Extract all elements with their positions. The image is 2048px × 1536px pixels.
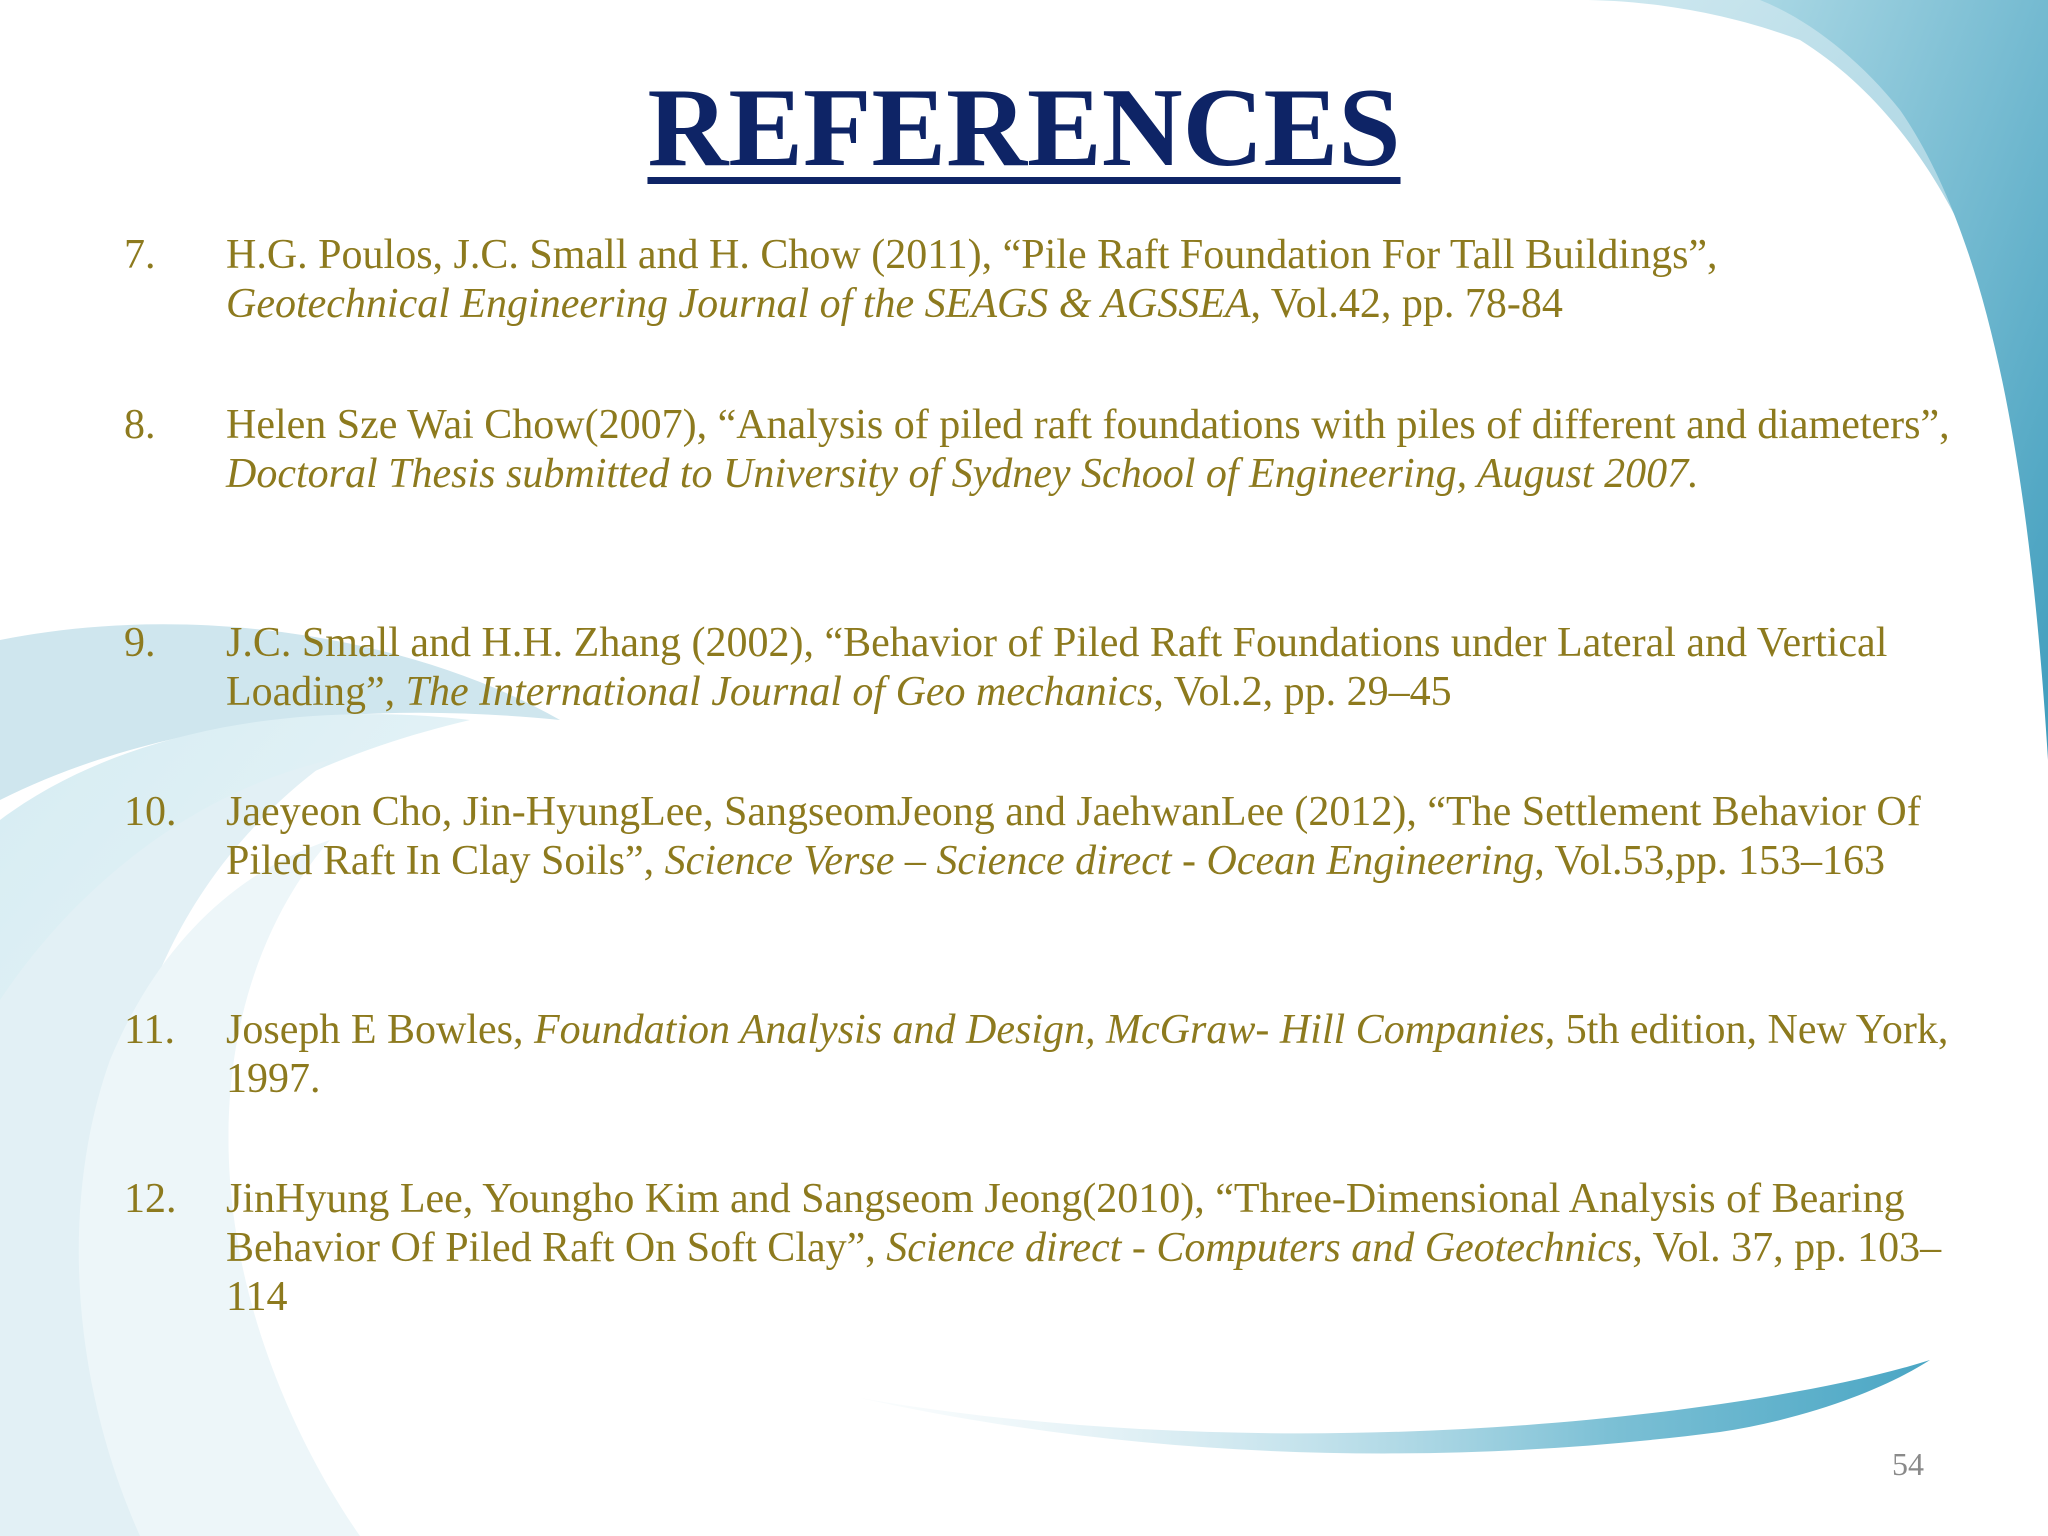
reference-item — [124, 1175, 1954, 1322]
reference-item — [124, 788, 1954, 886]
reference-number: 10. — [124, 789, 177, 835]
reference-details: , Vol.53,pp. 153–163 — [1534, 838, 1886, 884]
reference-source: Doctoral Thesis submitted to University of Sydney School of Engineering, August 2007. — [226, 451, 1699, 497]
reference-authors: J.C. Small and H.H. Zhang (2002), “Behavior of Piled Raft Foundations under Lateral and Vertical Loading”, — [226, 620, 1888, 715]
reference-source: Geotechnical Engineering Journal of the SEAGS & AGSSEA — [226, 281, 1251, 327]
reference-number: 9. — [124, 620, 156, 666]
reference-number: 7. — [124, 232, 156, 278]
reference-number: 11. — [124, 1007, 175, 1053]
reference-number: 8. — [124, 402, 156, 448]
reference-details: , Vol. 37, pp. 103–114 — [226, 1225, 1942, 1320]
reference-item — [124, 401, 1954, 499]
reference-source: The International Journal of Geo mechanics — [405, 669, 1154, 715]
reference-number: 12. — [124, 1176, 177, 1222]
reference-details: , 5th edition, New York, 1997. — [226, 1007, 1949, 1102]
reference-source: Science Verse – Science direct - Ocean Engineering — [664, 838, 1535, 884]
reference-item — [124, 1006, 1954, 1104]
reference-source: Science direct - Computers and Geotechnics — [886, 1225, 1633, 1271]
reference-source: Foundation Analysis and Design, McGraw- Hill Companies — [534, 1007, 1545, 1053]
reference-authors: H.G. Poulos, J.C. Small and H. Chow (2011), “Pile Raft Foundation For Tall Buildings”, — [226, 232, 1718, 278]
reference-details: , Vol.2, pp. 29–45 — [1153, 669, 1452, 715]
reference-details: , Vol.42, pp. 78-84 — [1250, 281, 1563, 327]
reference-authors: JinHyung Lee, Youngho Kim and Sangseom Jeong(2010), “Three-Dimensional Analysis of Bearing Behavior Of Piled Raft On Soft Clay”, — [226, 1176, 1905, 1271]
reference-item — [124, 231, 1954, 329]
title-text: REFERENCES — [647, 66, 1401, 190]
reference-authors: Joseph E Bowles, — [226, 1007, 524, 1053]
reference-item — [124, 619, 1954, 717]
reference-authors: Jaeyeon Cho, Jin-HyungLee, SangseomJeong and JaehwanLee (2012), “The Settlement Behavior Of Piled Raft In Clay Soils”, — [226, 789, 1921, 884]
reference-authors: Helen Sze Wai Chow(2007), “Analysis of piled raft foundations with piles of different and diameters”, — [226, 402, 1950, 448]
page-number: 54 — [1892, 1446, 1924, 1482]
